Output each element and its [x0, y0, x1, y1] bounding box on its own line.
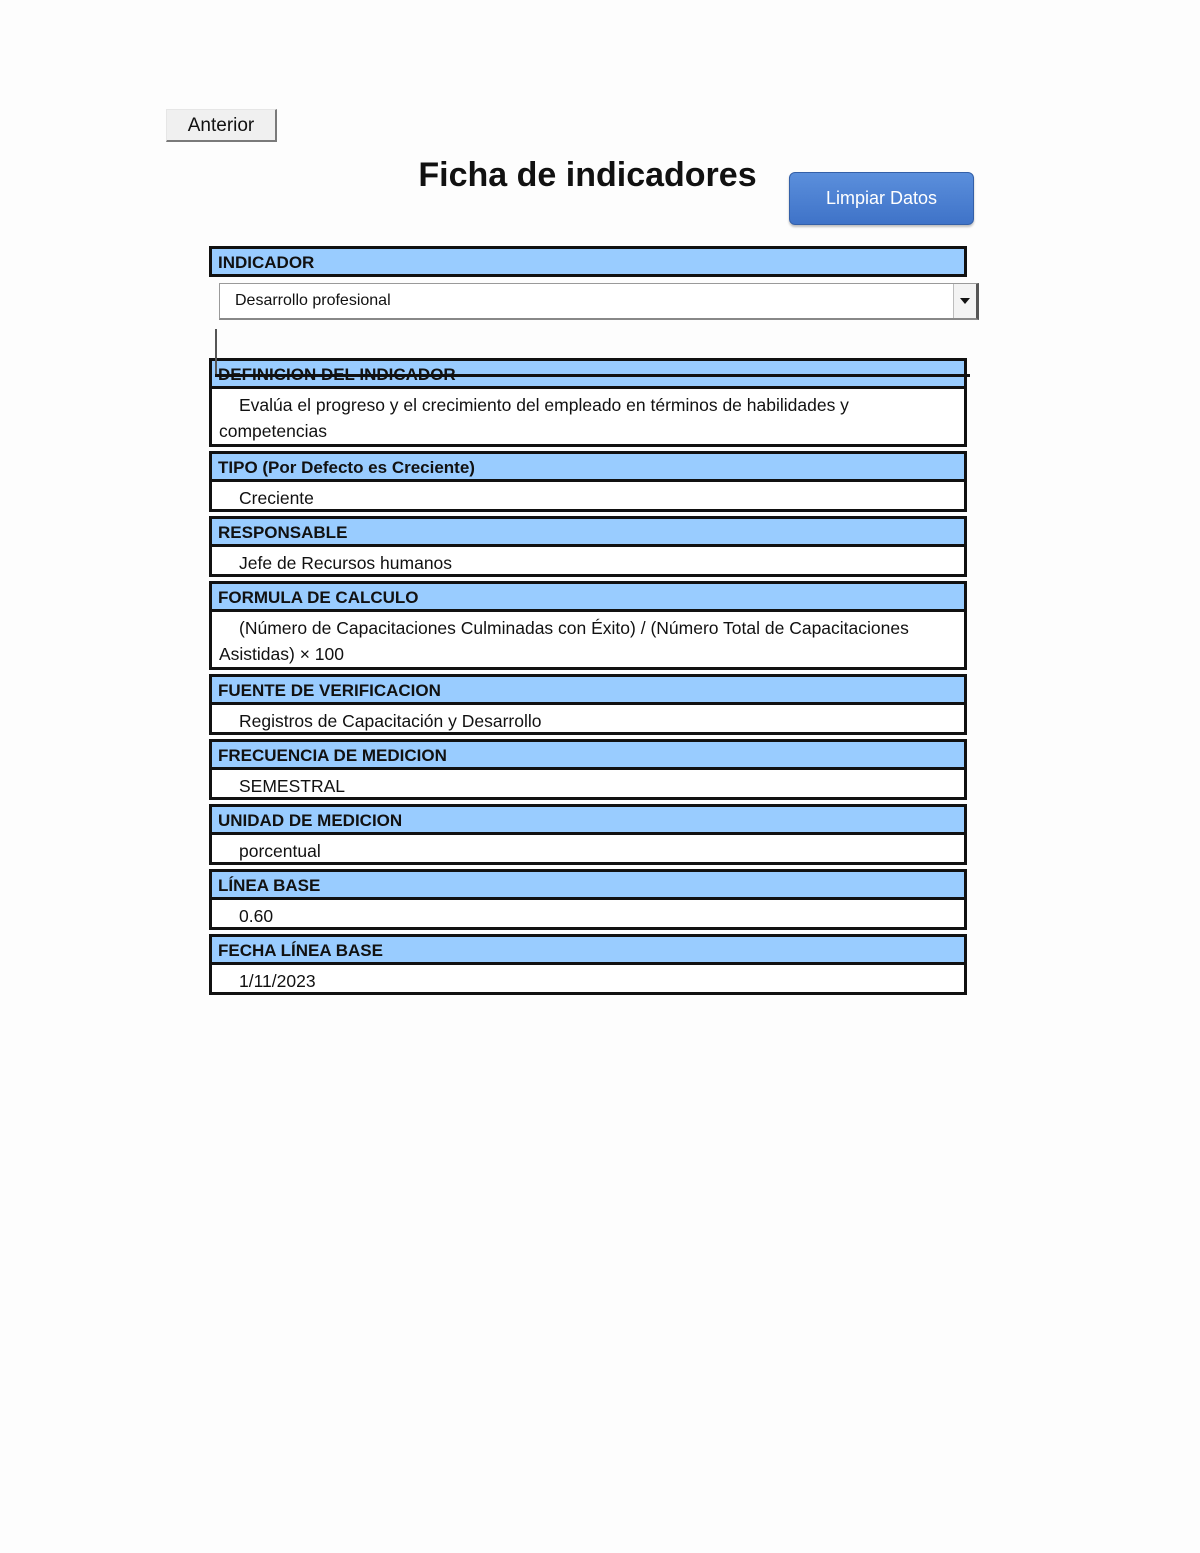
frecuencia-block: [209, 739, 967, 800]
indicador-select-value: Desarrollo profesional: [235, 292, 391, 309]
definicion-value[interactable]: [209, 389, 967, 447]
cell-border: [215, 329, 217, 375]
fecha-linea-base-value[interactable]: [209, 965, 967, 995]
fecha-linea-base-text: 1/11/2023: [239, 971, 316, 991]
anterior-button[interactable]: Anterior: [166, 109, 277, 142]
indicador-select[interactable]: [219, 283, 979, 320]
unidad-value[interactable]: [209, 835, 967, 865]
fuente-header: FUENTE DE VERIFICACION: [209, 674, 967, 705]
responsable-block: [209, 516, 967, 577]
indicador-select-area: [209, 277, 981, 349]
tipo-header: TIPO (Por Defecto es Creciente): [209, 451, 967, 482]
indicator-sheet: [209, 246, 967, 999]
chevron-down-icon: [960, 298, 970, 304]
responsable-header: RESPONSABLE: [209, 516, 967, 547]
fecha-linea-base-block: [209, 934, 967, 995]
formula-header: FORMULA DE CALCULO: [209, 581, 967, 612]
definicion-text: Evalúa el progreso y el crecimiento del empleado en términos de habilidades y competencias: [219, 395, 849, 441]
unidad-block: [209, 804, 967, 865]
page-title: Ficha de indicadores: [418, 156, 757, 194]
formula-value[interactable]: [209, 612, 967, 670]
formula-block: [209, 581, 967, 670]
limpiar-datos-button[interactable]: Limpiar Datos: [789, 172, 974, 225]
cell-border: [215, 374, 970, 377]
formula-text: (Número de Capacitaciones Culminadas con Éxito) / (Número Total de Capacitaciones Asistidas) × 100: [219, 618, 909, 664]
fuente-text: Registros de Capacitación y Desarrollo: [239, 711, 542, 731]
indicador-header: INDICADOR: [209, 246, 967, 277]
fuente-block: [209, 674, 967, 735]
linea-base-text: 0.60: [239, 906, 274, 926]
responsable-text: Jefe de Recursos humanos: [239, 553, 453, 573]
responsable-value[interactable]: [209, 547, 967, 577]
unidad-text: porcentual: [239, 841, 321, 861]
definicion-block: [209, 358, 967, 447]
linea-base-value[interactable]: [209, 900, 967, 930]
unidad-header: UNIDAD DE MEDICION: [209, 804, 967, 835]
frecuencia-header: FRECUENCIA DE MEDICION: [209, 739, 967, 770]
tipo-block: [209, 451, 967, 512]
tipo-value[interactable]: [209, 482, 967, 512]
frecuencia-value[interactable]: [209, 770, 967, 800]
fecha-linea-base-header: FECHA LÍNEA BASE: [209, 934, 967, 965]
dropdown-arrow-icon[interactable]: [953, 284, 976, 318]
frecuencia-text: SEMESTRAL: [239, 776, 345, 796]
fuente-value[interactable]: [209, 705, 967, 735]
tipo-text: Creciente: [239, 488, 314, 508]
linea-base-block: [209, 869, 967, 930]
linea-base-header: LÍNEA BASE: [209, 869, 967, 900]
